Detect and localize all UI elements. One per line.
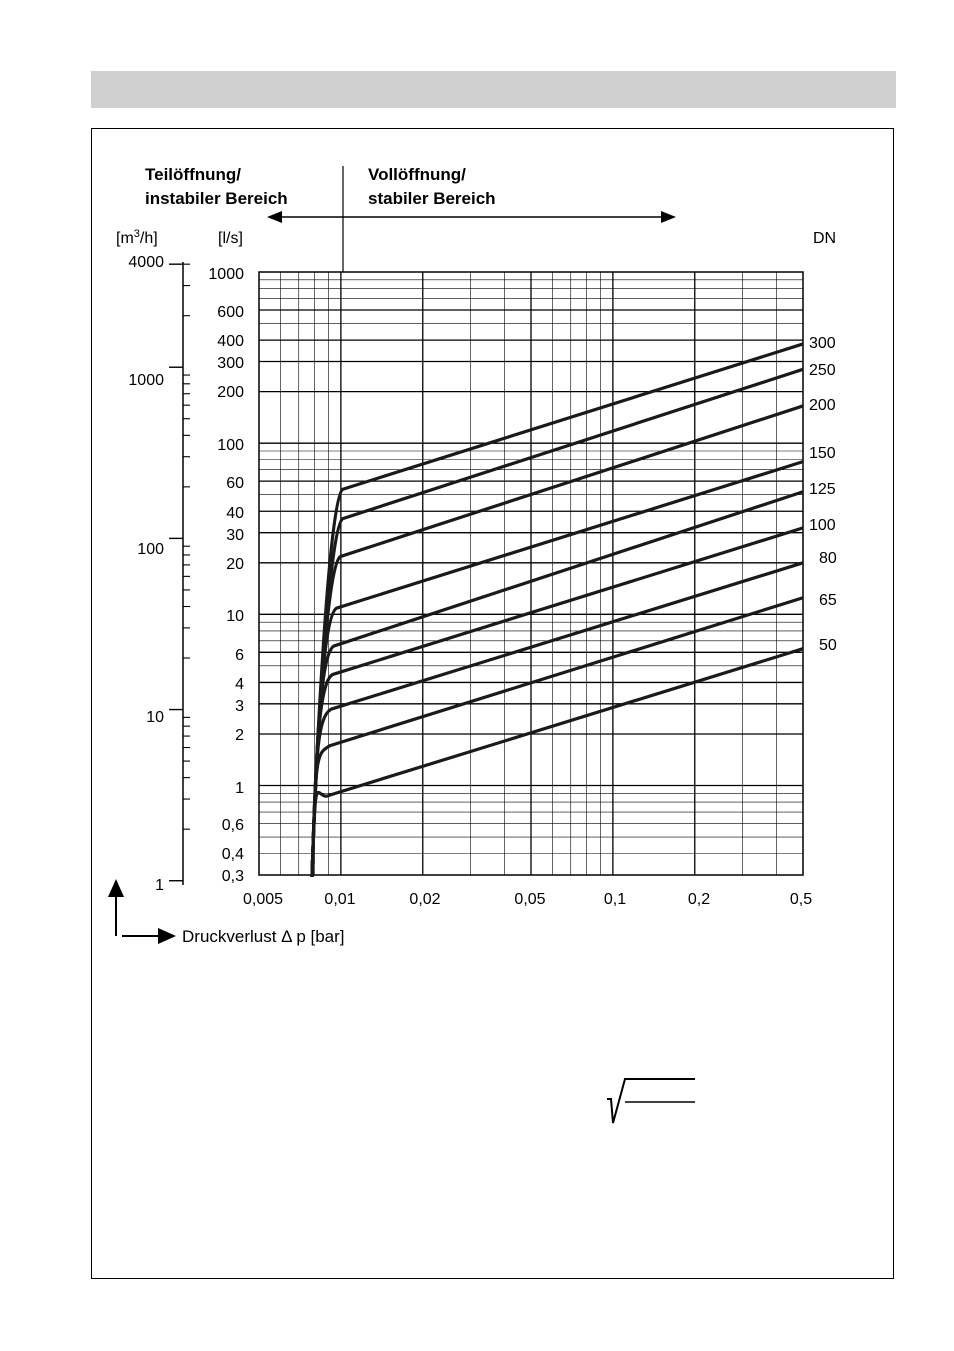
region-full-label-1: Vollöffnung/ (368, 165, 466, 184)
ls-tick-label: 200 (217, 384, 244, 401)
m3h-tick-label: 100 (137, 541, 164, 558)
series-label: 150 (809, 445, 836, 462)
m3h-tick-label: 1000 (128, 372, 164, 389)
ls-tick-label: 20 (226, 556, 244, 573)
ls-tick-label: 600 (217, 304, 244, 321)
up-arrow-icon (108, 879, 124, 897)
m3h-axis-ticks (169, 264, 190, 881)
region-partial-label-1: Teilöffnung/ (145, 165, 241, 184)
ls-tick-label: 0,6 (221, 817, 244, 834)
dn-series-labels (809, 335, 837, 654)
ls-tick-label: 40 (226, 505, 244, 522)
x-axis-labels (243, 891, 812, 908)
x-axis-label: Druckverlust Δ p [bar] (182, 927, 345, 946)
series-label: 250 (809, 362, 836, 379)
ls-tick-label: 4 (235, 676, 244, 693)
ls-tick-label: 60 (226, 475, 244, 492)
x-tick-label: 0,2 (687, 891, 711, 908)
series-label: 65 (819, 592, 837, 609)
series-line (312, 462, 803, 877)
series-label: 300 (809, 335, 836, 352)
m3h-tick-label: 4000 (128, 254, 164, 271)
x-tick-label: 0,5 (789, 891, 813, 908)
ls-tick-label: 0,3 (221, 868, 244, 885)
series-line (312, 528, 803, 877)
x-tick-label: 0,02 (409, 891, 441, 908)
m3h-tick-label: 1 (155, 877, 164, 894)
right-arrowhead-icon (661, 211, 676, 223)
unit-ls-label: [l/s] (218, 230, 243, 247)
series-label: 125 (809, 481, 836, 498)
dn-label: DN (813, 230, 837, 247)
series-line (312, 344, 803, 877)
series-line (312, 563, 803, 877)
ls-tick-label: 2 (235, 727, 244, 744)
series-label: 50 (819, 637, 837, 654)
series-curves (312, 344, 803, 877)
ls-tick-label: 10 (226, 608, 244, 625)
ls-tick-label: 1000 (208, 266, 244, 283)
x-tick-label: 0,1 (603, 891, 627, 908)
left-arrowhead-icon (267, 211, 282, 223)
series-label: 200 (809, 397, 836, 414)
right-arrow-icon (158, 928, 176, 944)
ls-tick-label: 0,4 (221, 846, 244, 863)
region-partial-label-2: instabiler Bereich (145, 189, 288, 208)
x-tick-label: 0,05 (514, 891, 546, 908)
ls-tick-label: 6 (235, 647, 244, 664)
series-line (312, 369, 803, 877)
chart-grid (259, 272, 803, 875)
region-full-label-2: stabiler Bereich (368, 189, 496, 208)
unit-m3h-label: $[m^3/h]$ (116, 228, 158, 247)
x-tick-label: 0,005 (242, 891, 284, 908)
ls-tick-label: 100 (217, 437, 244, 454)
sqrt-symbol-icon (605, 1077, 697, 1127)
series-label: 100 (809, 517, 836, 534)
x-tick-label: 0,01 (324, 891, 356, 908)
series-label: 80 (819, 550, 837, 567)
ls-tick-label: 30 (226, 527, 244, 544)
ls-axis-labels (208, 266, 244, 885)
ls-tick-label: 300 (217, 355, 244, 372)
ls-tick-label: 3 (235, 698, 244, 715)
ls-tick-label: 1 (235, 780, 244, 797)
m3h-tick-label: 10 (146, 709, 164, 726)
ls-tick-label: 400 (217, 333, 244, 350)
